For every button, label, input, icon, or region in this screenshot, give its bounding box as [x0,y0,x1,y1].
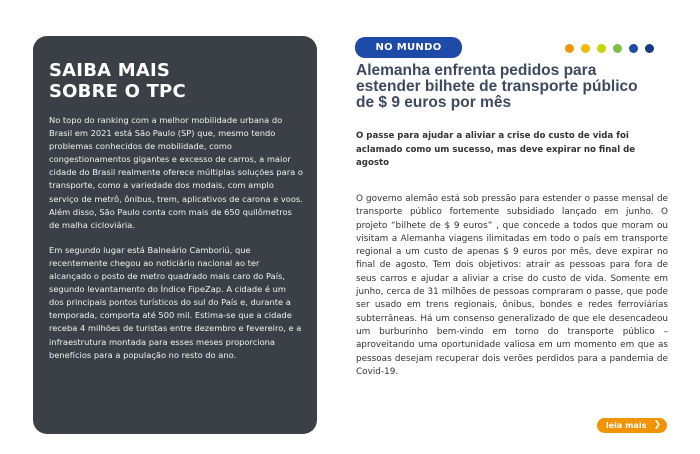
info-sidebar [33,36,317,434]
decorative-dots [565,44,654,53]
sidebar-title-line2: SOBRE O TPC [49,81,186,102]
dot-navy [645,44,654,53]
read-more-label: leia mais [606,421,647,430]
article-body: O governo alemão está sob pressão para estender o passe mensal de transporte público fortemente subsidiado lançado em junho. O projeto “bilhete de $ 9 euros” , que concede a todos que moram ou visitam a Alemanha viagens ilimitadas em todo o país em transporte regional a um custo de apenas $ 9 euros por mês, deve expirar no final de agosto. Tem dois objetivos: atrair as pessoas para fora de seus carros e ajudar a aliviar a crise do custo de vida. Somente em junho, cerca de 31 milhões de pessoas compraram o passe, que pode ser usado em trens regionais, ônibus, bondes e redes ferroviárias subterrâneas. Há um consenso generalizado de que ele desencadeou um burburinho bem-vindo em torno do transporte público – aproveitando uma oportunidade valiosa em um momento em que as pessoas desejam recuperar dois verões perdidos para a pandemia de Covid-19. [356,194,668,377]
sidebar-title-line1: SAIBA MAIS [49,60,171,81]
dot-blue [629,44,638,53]
sidebar-title [49,60,303,102]
section-badge: NO MUNDO [355,37,462,58]
dot-yellow [581,44,590,53]
sidebar-paragraph-2: Em segundo lugar está Balneário Camboriú, que recentemente chegou ao noticiário nacional ao ter alcançado o posto de metro quadrado mais caro do País, segundo levantamento do Índice FipeZap. A cidade é um dos principais pontos turísticos do sul do País e, durante a temporada, comporta até 500 mil. Estima-se que a cidade receba 4 milhões de turistas entre dezembro e fevereiro, e a infraestrutura montada para esses meses proporciona benefícios para a população no resto do ano. [49,244,302,360]
article-lead: O passe para ajudar a aliviar a crise do custo de vida foi aclamado como um sucesso, mas deve expirar no final de agosto [356,131,636,169]
dot-lime [597,44,606,53]
article-headline: Alemanha enfrenta pedidos para estender bilhete de transporte público de $ 9 euros por mês [356,62,638,111]
dot-orange [565,44,574,53]
chevron-right-icon: ❯ [653,420,661,430]
read-more-button[interactable] [597,418,667,433]
dot-green [613,44,622,53]
sidebar-paragraph-1: No topo do ranking com a melhor mobilidade urbana do Brasil em 2021 está São Paulo (SP) que, mesmo tendo problemas conhecidos de mobilidade, como congestionamentos gigantes e excesso de carros, a maior cidade do Brasil realmente oferece múltiplas soluções para o transporte, como a variedade dos modais, com amplo serviço de metrô, ônibus, trem, aplicativos de carona e voos. Além disso, São Paulo conta com mais de 650 quilômetros de malha cicloviária. [49,115,303,230]
